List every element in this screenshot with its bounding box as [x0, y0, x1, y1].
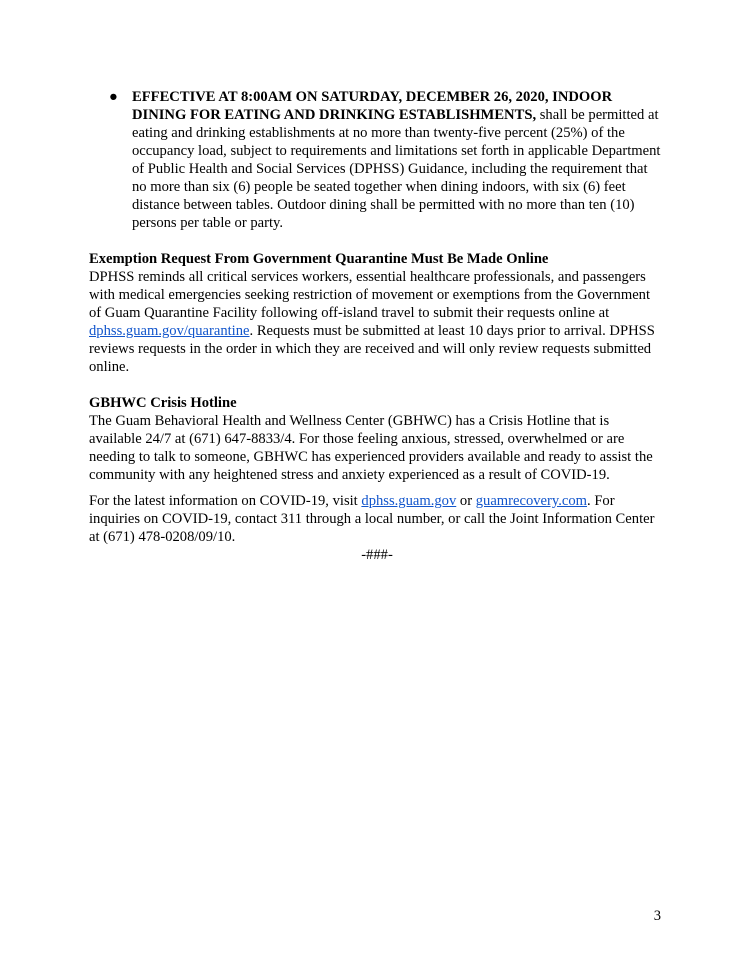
hotline-section [89, 394, 665, 484]
guamrecovery-link[interactable]: guamrecovery.com [475, 493, 588, 509]
info-paragraph [89, 492, 665, 546]
document-body [89, 88, 665, 564]
dining-bullet-bold-text: EFFECTIVE AT 8:00AM ON SATURDAY, DECEMBER 26, 2020, INDOOR DINING FOR EATING AND DRINKING ESTABLISHMENTS, [132, 89, 613, 123]
exemption-heading: Exemption Request From Government Quarantine Must Be Made Online [89, 251, 549, 267]
page-number: 3 [653, 908, 661, 924]
dining-bullet-text: shall be permitted at eating and drinking establishments at no more than twenty-five percent (25%) of the occupancy load, subject to requirements and limitations set forth in applicable Department of Public Health and Social Services (DPHSS) Guidance, including the requirement that no more than six (6) people be seated together when dining indoors, with six (6) feet distance between tables. Outdoor dining shall be permitted with no more than ten (10) persons per table or party. [132, 107, 661, 231]
info-text-before: For the latest information on COVID-19, visit [89, 493, 362, 509]
dining-bullet-item [89, 88, 665, 232]
exemption-text-after: . Requests must be submitted at least 10 days prior to arrival. DPHSS reviews requests in the order in which they are received and will only review requests submitted online. [89, 323, 655, 375]
exemption-text-before: DPHSS reminds all critical services workers, essential healthcare professionals, and passengers with medical emergencies seeking restriction of movement or exemptions from the Government of Guam Quarantine Facility following off-island travel to submit their requests online at [89, 269, 651, 321]
quarantine-link[interactable]: dphss.guam.gov/quarantine [89, 323, 250, 339]
bullet-marker: ● [109, 89, 118, 105]
exemption-paragraph [89, 268, 665, 376]
info-section [89, 492, 665, 564]
exemption-section [89, 250, 665, 376]
info-text-middle: or [456, 493, 476, 509]
hotline-heading: GBHWC Crisis Hotline [89, 395, 237, 411]
end-mark: -###- [361, 547, 393, 563]
hotline-paragraph: The Guam Behavioral Health and Wellness Center (GBHWC) has a Crisis Hotline that is available 24/7 at (671) 647-8833/4. For those feeling anxious, stressed, overwhelmed or are needing to talk to someone, GBHWC has experienced providers available and ready to assist the community with any heightened stress and anxiety experienced as a result of COVID-19. [89, 413, 653, 483]
dphss-link[interactable]: dphss.guam.gov [361, 493, 457, 509]
info-text-after: . For inquiries on COVID-19, contact 311 through a local number, or call the Joint Information Center at (671) 478-0208/09/10. [89, 493, 655, 545]
